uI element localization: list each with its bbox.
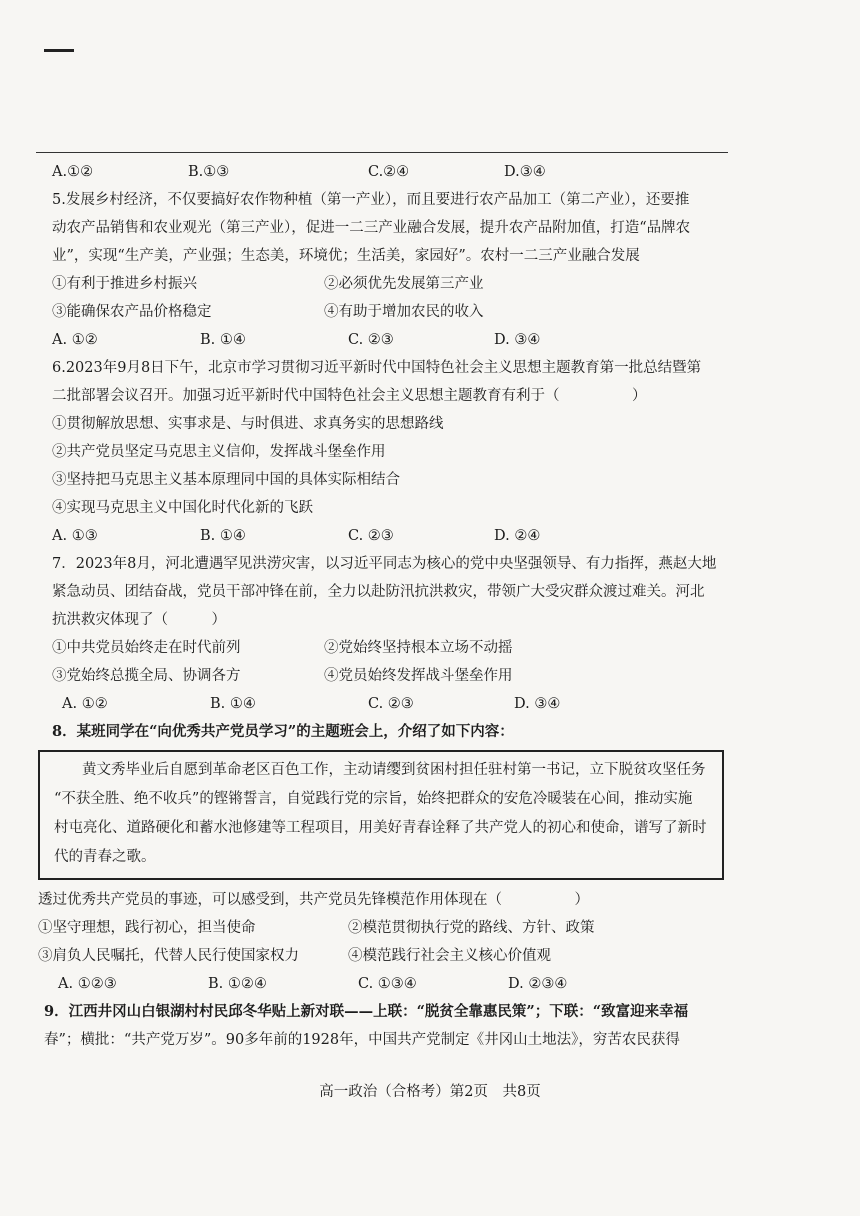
question-6 (52, 354, 732, 550)
question-text: 8．某班同学在“向优秀共产党员学习”的主题班会上，介绍了如下内容： (52, 723, 514, 740)
material-text: “不获全胜、绝不收兵”的铿锵誓言，自觉践行党的宗旨，始终把群众的安危冷暖装在心间，推动实施 (54, 791, 693, 807)
question-8 (38, 718, 732, 998)
statement-2: ②共产党员坚定马克思主义信仰，发挥战斗堡垒作用 (52, 444, 386, 460)
question-text: 春”；横批：“共产党万岁”。90多年前的1928年，中国共产党制定《井冈山土地法》，穷苦农民获得 (44, 1032, 680, 1048)
option-b[interactable]: B. ①④ (210, 696, 256, 712)
statement-3: ③肩负人民嘱托，代替人民行使国家权力 (38, 948, 299, 964)
option-d[interactable]: D. ②③④ (508, 976, 568, 992)
header-rule (36, 152, 728, 153)
option-c[interactable]: C. ②③ (368, 696, 414, 712)
statement-1: ①有利于推进乡村振兴 (52, 276, 197, 292)
statement-2: ②党始终坚持根本立场不动摇 (324, 640, 513, 656)
question-text: 紧急动员、团结奋战，党员干部冲锋在前，全力以赴防汛抗洪救灾，带领广大受灾群众渡过难关。河北 (52, 584, 705, 600)
question-text: 业”，实现“生产美，产业强；生态美，环境优；生活美，家园好”。农村一二三产业融合发展 (52, 248, 640, 264)
corner-mark (44, 49, 74, 52)
page-footer: 高一政治（合格考）第2页 共8页 (319, 1084, 541, 1100)
answer-options (52, 522, 732, 550)
statements-row (52, 662, 732, 690)
option-b[interactable]: B. ①④ (200, 332, 246, 348)
statement-2: ②必须优先发展第三产业 (324, 276, 484, 292)
option-a[interactable]: A. ①②③ (58, 976, 117, 992)
prev-question-options (52, 158, 732, 186)
question-stem: 透过优秀共产党员的事迹，可以感受到，共产党员先锋模范作用体现在（ ） (38, 892, 589, 908)
option-d[interactable]: D. ②④ (494, 528, 541, 544)
statement-4: ④模范践行社会主义核心价值观 (348, 948, 551, 964)
statement-2: ②模范贯彻执行党的路线、方针、政策 (348, 920, 595, 936)
material-box (38, 750, 724, 880)
statement-1: ①贯彻解放思想、实事求是、与时俱进、求真务实的思想路线 (52, 416, 444, 432)
question-7 (52, 550, 732, 718)
statement-4: ④党员始终发挥战斗堡垒作用 (324, 668, 513, 684)
question-text: 9．江西井冈山白银湖村村民邱冬华贴上新对联——上联：“脱贫全靠惠民策”；下联：“致富迎来幸福 (44, 1003, 689, 1020)
option-b[interactable]: B. ①④ (200, 528, 246, 544)
question-text: 7．2023年8月，河北遭遇罕见洪涝灾害，以习近平同志为核心的党中央坚强领导、有力指挥，燕赵大地 (52, 556, 717, 572)
statement-3: ③坚持把马克思主义基本原理同中国的具体实际相结合 (52, 472, 400, 488)
option-a[interactable]: A. ①② (62, 696, 108, 712)
answer-options (52, 326, 732, 354)
option-c[interactable]: C. ①③④ (358, 976, 417, 992)
option-d[interactable]: D. ③④ (494, 332, 541, 348)
statements-row (52, 634, 732, 662)
option-a[interactable]: A.①② (52, 164, 94, 180)
option-b[interactable]: B. ①②④ (208, 976, 267, 992)
question-9 (44, 998, 732, 1054)
statements-row (52, 270, 732, 298)
statements-row (38, 914, 732, 942)
option-d[interactable]: D.③④ (504, 164, 546, 180)
exam-page (38, 158, 732, 1054)
option-b[interactable]: B.①③ (188, 164, 230, 180)
question-text: 二批部署会议召开。加强习近平新时代中国特色社会主义思想主题教育有利于（ ） (52, 388, 647, 404)
statements-row (38, 942, 732, 970)
option-d[interactable]: D. ③④ (514, 696, 561, 712)
material-text: 村屯亮化、道路硬化和蓄水池修建等工程项目，用美好青春诠释了共产党人的初心和使命，谱写了新时 (54, 820, 707, 836)
question-text: 6.2023年9月8日下午，北京市学习贯彻习近平新时代中国特色社会主义思想主题教育第一批总结暨第 (52, 360, 702, 376)
question-text: 动农产品销售和农业观光（第三产业），促进一二三产业融合发展，提升农产品附加值，打造“品牌农 (52, 220, 691, 236)
option-c[interactable]: C.②④ (368, 164, 410, 180)
statement-1: ①坚守理想，践行初心，担当使命 (38, 920, 256, 936)
option-c[interactable]: C. ②③ (348, 332, 394, 348)
answer-options (52, 970, 732, 998)
question-5 (52, 186, 732, 354)
question-text: 5.发展乡村经济，不仅要搞好农作物种植（第一产业），而且要进行农产品加工（第二产业），还要推 (52, 192, 690, 208)
question-text: 抗洪救灾体现了（ ） (52, 612, 226, 628)
statement-4: ④实现马克思主义中国化时代化新的飞跃 (52, 500, 313, 516)
statement-4: ④有助于增加农民的收入 (324, 304, 484, 320)
material-text: 黄文秀毕业后自愿到革命老区百色工作，主动请缨到贫困村担任驻村第一书记，立下脱贫攻坚任务 (82, 762, 706, 778)
statement-3: ③党始终总揽全局、协调各方 (52, 668, 241, 684)
option-a[interactable]: A. ①② (52, 332, 98, 348)
statements-row (52, 298, 732, 326)
option-a[interactable]: A. ①③ (52, 528, 98, 544)
statement-3: ③能确保农产品价格稳定 (52, 304, 212, 320)
answer-options (52, 690, 732, 718)
statement-1: ①中共党员始终走在时代前列 (52, 640, 241, 656)
material-text: 代的青春之歌。 (54, 849, 156, 865)
option-c[interactable]: C. ②③ (348, 528, 394, 544)
